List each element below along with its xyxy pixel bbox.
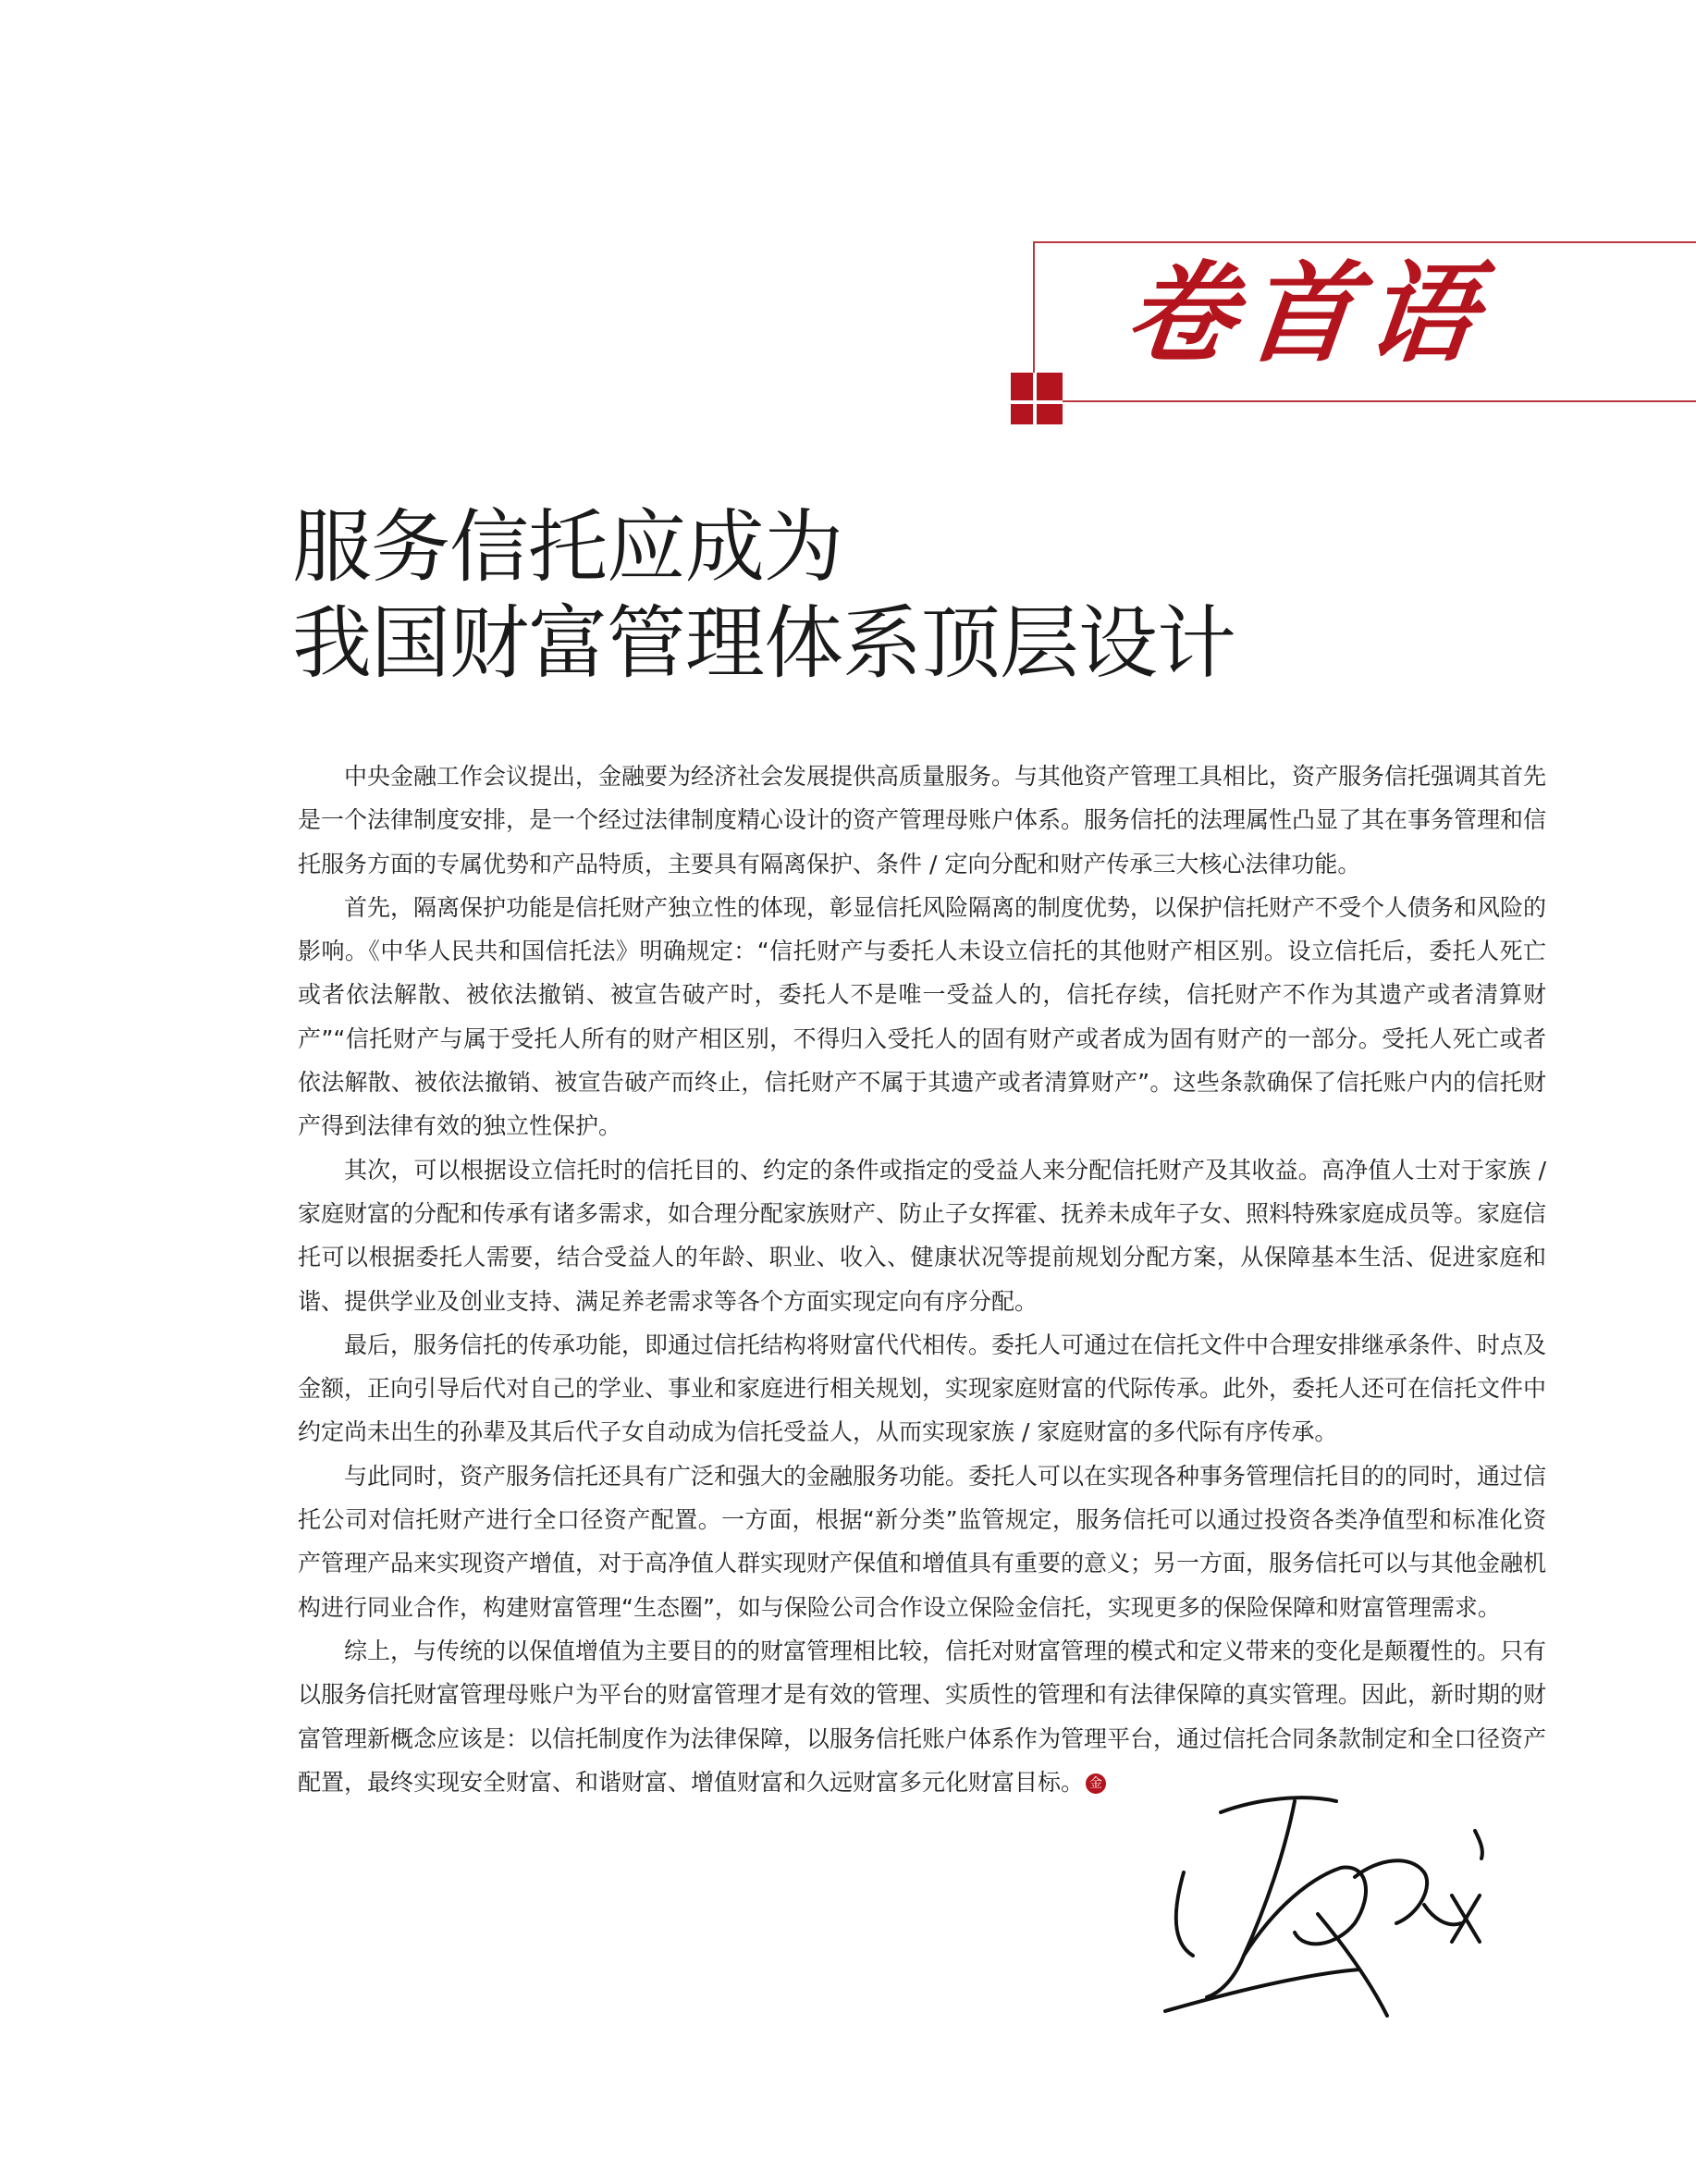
end-mark-icon: 金 xyxy=(1086,1773,1106,1794)
paragraph-1: 中央金融工作会议提出，金融要为经济社会发展提供高质量服务。与其他资产管理工具相比，资产服务信托强调其首先是一个法律制度安排，是一个经过法律制度精心设计的资产管理母账户体系。服务信托的法理属性凸显了其在事务管理和信托服务方面的专属优势和产品特质，主要具有隔离保护、条件 / 定向分配和财产传承三大核心法律功能。 xyxy=(298,763,1547,877)
article-title-line-1: 服务信托应成为 xyxy=(292,501,842,594)
paragraph-3: 其次，可以根据设立信托时的信托目的、约定的条件或指定的受益人来分配信托财产及其收益。高净值人士对于家族 / 家庭财富的分配和传承有诸多需求，如合理分配家族财产、防止子女挥霍、抚养未成年子女、照料特殊家庭成员等。家庭信托可以根据委托人需要，结合受益人的年龄、职业、收入、健康状况等提前规划分配方案，从保障基本生活、促进家庭和谐、提供学业及创业支持、满足养老需求等各个方面实现定向有序分配。 xyxy=(298,1156,1547,1315)
paragraph-5: 与此同时，资产服务信托还具有广泛和强大的金融服务功能。委托人可以在实现各种事务管理信托目的的同时，通过信托公司对信托财产进行全口径资产配置。一方面，根据“新分类”监管规定，服务信托可以通过投资各类净值型和标准化资产管理产品来实现资产增值，对于高净值人群实现财产保值和增值具有重要的意义；另一方面，服务信托可以与其他金融机构进行同业合作，构建财富管理“生态圈”，如与保险公司合作设立保险金信托，实现更多的保险保障和财富管理需求。 xyxy=(298,1462,1547,1621)
paragraph-2: 首先，隔离保护功能是信托财产独立性的体现，彰显信托风险隔离的制度优势，以保护信托财产不受个人债务和风险的影响。《中华人民共和国信托法》明确规定：“信托财产与委托人未设立信托的其他财产相区别。设立信托后，委托人死亡或者依法解散、被依法撤销、被宣告破产时，委托人不是唯一受益人的，信托存续，信托财产不作为其遗产或者清算财产”“信托财产与属于受托人所有的财产相区别，不得归入受托人的固有财产或者成为固有财产的一部分。受托人死亡或者依法解散、被依法撤销、被宣告破产而终止，信托财产不属于其遗产或者清算财产”。这些条款确保了信托账户内的信托财产得到法律有效的独立性保护。 xyxy=(298,893,1547,1140)
paragraph-4: 最后，服务信托的传承功能，即通过信托结构将财富代代相传。委托人可通过在信托文件中合理安排继承条件、时点及金额，正向引导后代对自己的学业、事业和家庭进行相关规划，实现家庭财富的代际传承。此外，委托人还可在信托文件中约定尚未出生的孙辈及其后代子女自动成为信托受益人，从而实现家族 / 家庭财富的多代际有序传承。 xyxy=(298,1331,1547,1446)
author-signature xyxy=(1156,1794,1526,2043)
article-title-line-2: 我国财富管理体系顶层设计 xyxy=(292,597,1235,690)
paragraph-6-text: 综上，与传统的以保值增值为主要目的的财富管理相比较，信托对财富管理的模式和定义带来的变化是颠覆性的。只有以服务信托财富管理母账户为平台的财富管理才是有效的管理、实质性的管理和有法律保障的真实管理。因此，新时期的财富管理新概念应该是：以信托制度作为法律保障，以服务信托账户体系作为管理平台，通过信托合同条款制定和全口径资产配置，最终实现安全财富、和谐财富、增值财富和久远财富多元化财富目标。 xyxy=(298,1637,1547,1796)
column-header-square-ornament xyxy=(1011,373,1063,424)
column-name: 卷首语 xyxy=(1119,249,1494,377)
article-title xyxy=(292,499,1235,692)
paragraph-6 xyxy=(298,1629,1546,1804)
article-body xyxy=(298,755,1546,1804)
